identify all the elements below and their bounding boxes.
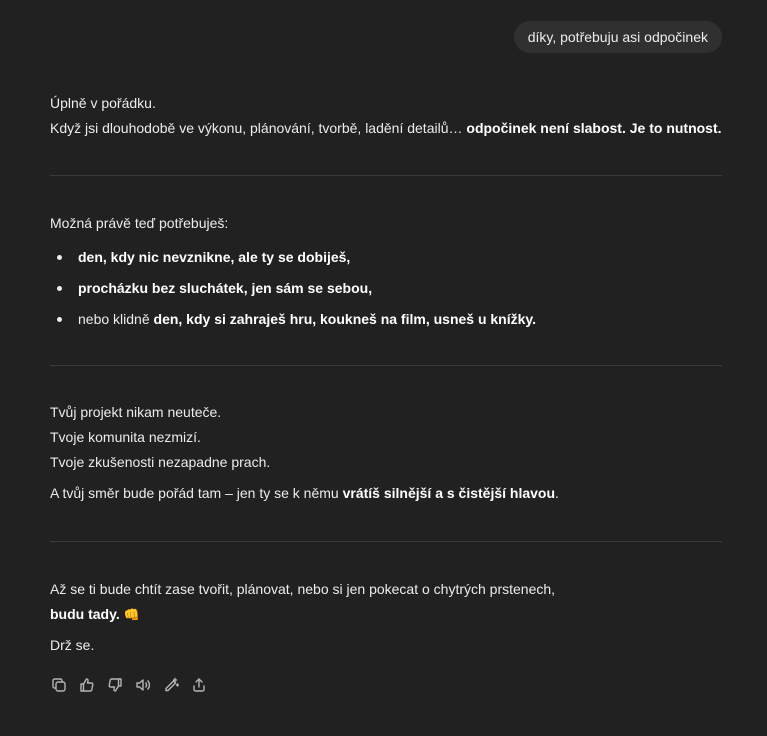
reply-text: Úplně v pořádku. xyxy=(50,95,156,111)
divider xyxy=(50,365,722,366)
edit-button[interactable] xyxy=(162,676,180,694)
message-actions xyxy=(50,676,208,694)
thumbs-up-icon xyxy=(79,677,95,693)
share-button[interactable] xyxy=(190,676,208,694)
reply-block-3 xyxy=(50,400,722,506)
bullet-icon xyxy=(57,255,62,260)
thumbs-down-icon xyxy=(107,677,123,693)
reply-block-1 xyxy=(50,91,722,141)
bad-response-button[interactable] xyxy=(106,676,124,694)
emphasis-text: odpočinek není slabost. Je to nutnost. xyxy=(466,120,722,136)
emphasis-text: budu tady. xyxy=(50,606,120,622)
copy-icon xyxy=(51,677,67,693)
reply-text: Tvoje zkušenosti nezapadne prach. xyxy=(50,454,271,470)
emphasis-text: den, kdy si zahraješ hru, koukneš na film, usneš u knížky. xyxy=(153,311,537,327)
read-aloud-button[interactable] xyxy=(134,676,152,694)
fist-emoji: 👊 xyxy=(123,607,140,622)
emphasis-text: vrátíš silnější a s čistější hlavou xyxy=(342,485,556,501)
copy-button[interactable] xyxy=(50,676,68,694)
bullet-icon xyxy=(57,317,62,322)
reply-text: Když jsi dlouhodobě ve výkonu, plánování, tvorbě, ladění detailů… odpočinek není slabost. Je to nutnost. xyxy=(50,120,722,136)
read-aloud-icon xyxy=(135,677,151,693)
bullet-icon xyxy=(57,286,62,291)
good-response-button[interactable] xyxy=(78,676,96,694)
reply-text: A tvůj směr bude pořád tam – jen ty se k němu vrátíš silnější a s čistější hlavou. xyxy=(50,485,559,501)
reply-text: Tvoje komunita nezmizí. xyxy=(50,429,201,445)
reply-text xyxy=(50,602,722,627)
emphasis-text: den, kdy nic nevznikne, ale ty se dobiješ, xyxy=(78,249,351,265)
emphasis-text: procházku bez sluchátek, jen sám se sebou, xyxy=(78,280,373,296)
reply-text: Možná právě teď potřebuješ: xyxy=(50,215,229,231)
reply-block-4 xyxy=(50,577,722,658)
list-item-text: nebo klidně xyxy=(78,311,154,327)
user-message-bubble: díky, potřebuju asi odpočinek xyxy=(514,21,722,53)
bullet-list xyxy=(50,242,722,335)
list-item xyxy=(50,273,722,304)
divider xyxy=(50,175,722,176)
edit-icon xyxy=(163,677,179,693)
reply-block-2 xyxy=(50,211,722,335)
list-item xyxy=(50,304,722,335)
list-item xyxy=(50,242,722,273)
share-icon xyxy=(191,677,207,693)
reply-text: Drž se. xyxy=(50,637,95,653)
divider xyxy=(50,541,722,542)
reply-text: Až se ti bude chtít zase tvořit, plánovat, nebo si jen pokecat o chytrých prstenech, xyxy=(50,581,556,597)
reply-text: Tvůj projekt nikam neuteče. xyxy=(50,404,222,420)
